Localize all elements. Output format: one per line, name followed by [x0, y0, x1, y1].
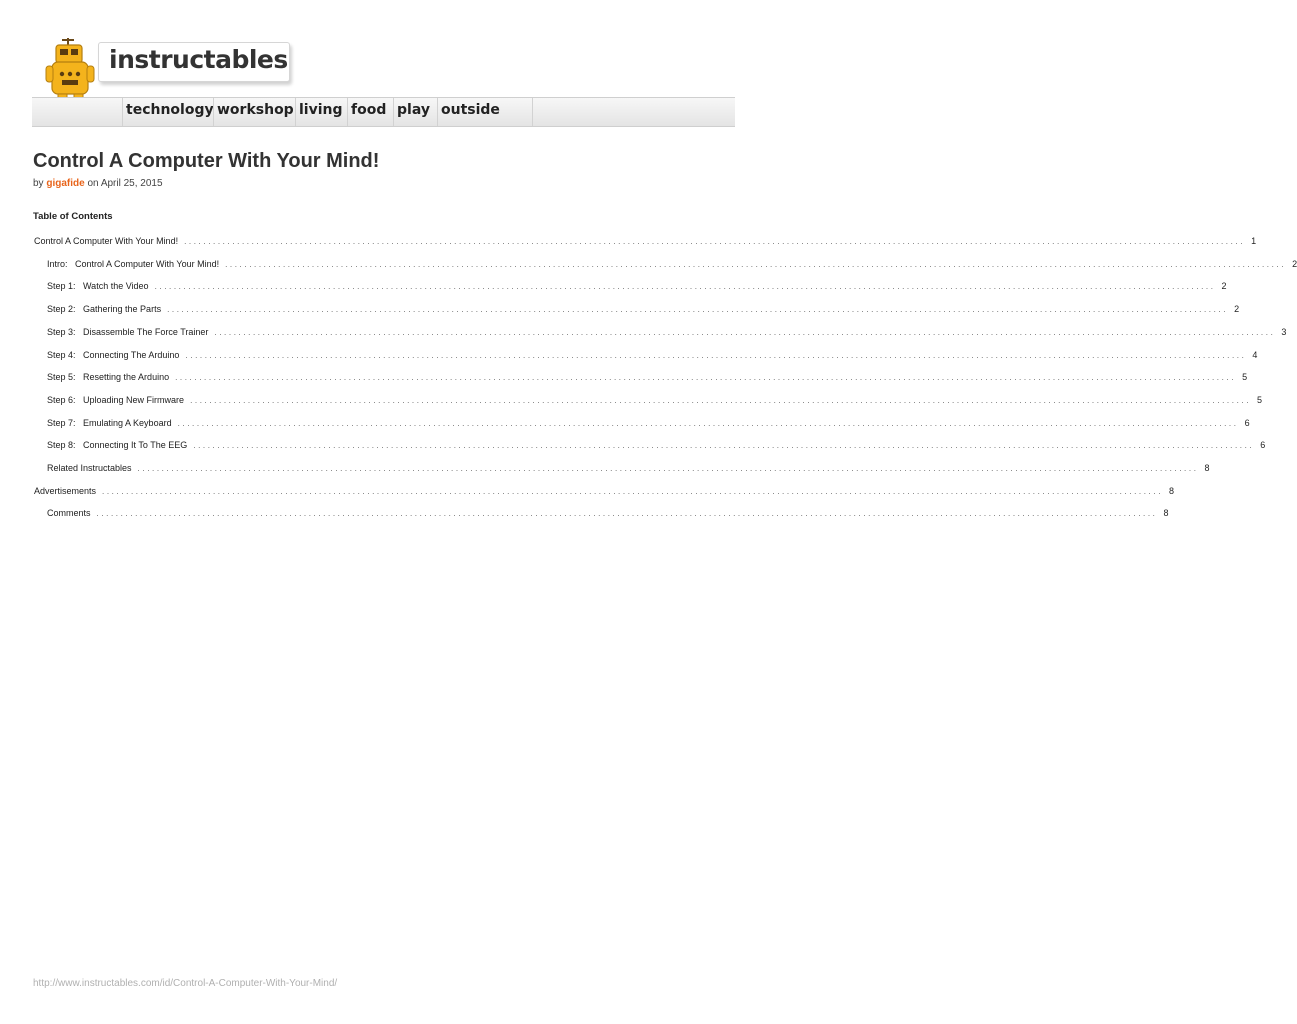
- site-header: [0, 0, 768, 130]
- nav-item-workshop[interactable]: workshop: [213, 98, 294, 126]
- toc-entry-label[interactable]: Step 7: Emulating A Keyboard: [47, 417, 172, 428]
- toc-leader-dots: ............................................................................................................................................................................................................................: [175, 373, 1237, 383]
- brand-name[interactable]: instructables: [109, 45, 288, 74]
- toc-entry-label[interactable]: Advertisements: [34, 485, 97, 496]
- toc-entry-page: 2: [1234, 304, 1240, 315]
- toc-entry-page: 4: [1252, 349, 1258, 360]
- toc-entry-page: 8: [1204, 463, 1210, 473]
- toc-entry-page: 1: [1251, 236, 1257, 246]
- toc-leader-dots: ............................................................................................................................................................................................................................: [225, 259, 1287, 269]
- toc-entry-label[interactable]: Step 3: Disassemble The Force Trainer: [47, 326, 209, 337]
- toc-entry-page: 5: [1242, 372, 1248, 383]
- toc-entry-label[interactable]: Control A Computer With Your Mind!: [34, 236, 179, 246]
- nav-item-living[interactable]: living: [295, 98, 343, 126]
- toc-entry-label[interactable]: Step 8: Connecting It To The EEG: [47, 440, 188, 451]
- toc-entry-page: 8: [1163, 508, 1169, 519]
- toc-leader-dots: ............................................................................................................................................................................................................................: [177, 418, 1239, 428]
- toc-entry-label[interactable]: Step 5: Resetting the Arduino: [47, 372, 170, 383]
- brand-logo[interactable]: [98, 42, 290, 82]
- toc-entry-page: 8: [1169, 485, 1175, 496]
- toc-entry[interactable]: [47, 508, 1169, 522]
- toc-leader-dots: ............................................................................................................................................................................................................................: [137, 464, 1199, 473]
- toc-entry-label[interactable]: Step 1: Watch the Video: [47, 281, 149, 292]
- document-title: Control A Computer With Your Mind!: [33, 150, 380, 172]
- toc-leader-dots: ............................................................................................................................................................................................................................: [102, 486, 1164, 496]
- nav-divider: [532, 98, 533, 126]
- toc-leader-dots: ............................................................................................................................................................................................................................: [167, 305, 1229, 315]
- toc-leader-dots: ............................................................................................................................................................................................................................: [96, 509, 1158, 519]
- toc-entry[interactable]: [47, 281, 1227, 295]
- toc-entry[interactable]: [34, 485, 1175, 500]
- nav-item-play[interactable]: play: [393, 98, 430, 126]
- publish-date: April 25, 2015: [100, 178, 163, 189]
- byline: [33, 178, 163, 189]
- toc-leader-dots: ............................................................................................................................................................................................................................: [184, 237, 1246, 246]
- toc-entry-label[interactable]: Step 4: Connecting The Arduino: [47, 349, 180, 360]
- toc-entry[interactable]: [34, 236, 1257, 250]
- category-nav: [32, 97, 735, 127]
- toc-entry-label[interactable]: Intro: Control A Computer With Your Mind!: [47, 258, 220, 269]
- toc-leader-dots: ............................................................................................................................................................................................................................: [154, 282, 1216, 292]
- footer-url[interactable]: http://www.instructables.com/id/Control-A-Computer-With-Your-Mind/: [33, 978, 338, 989]
- toc-entry[interactable]: [47, 394, 1263, 409]
- toc-leader-dots: ............................................................................................................................................................................................................................: [185, 350, 1247, 360]
- author-link[interactable]: gigafide: [46, 178, 85, 189]
- toc-entry-page: 2: [1221, 281, 1227, 292]
- nav-item-outside[interactable]: outside: [437, 98, 500, 126]
- toc-leader-dots: ............................................................................................................................................................................................................................: [214, 327, 1276, 337]
- date-prefix: on: [87, 178, 99, 189]
- toc-heading: Table of Contents: [33, 211, 113, 222]
- toc-entry[interactable]: [47, 349, 1258, 364]
- toc-entry-label[interactable]: Step 6: Uploading New Firmware: [47, 394, 185, 405]
- toc-leader-dots: ............................................................................................................................................................................................................................: [193, 441, 1255, 451]
- nav-item-food[interactable]: food: [347, 98, 386, 126]
- toc-entry-label[interactable]: Comments: [47, 508, 91, 519]
- toc-entry-page: 5: [1257, 394, 1263, 405]
- toc-entry[interactable]: [47, 463, 1210, 477]
- toc-entry[interactable]: [47, 440, 1266, 454]
- toc-leader-dots: ............................................................................................................................................................................................................................: [190, 395, 1252, 405]
- toc-entry-page: 3: [1281, 326, 1287, 337]
- toc-entry[interactable]: [47, 326, 1287, 341]
- toc-entry-label[interactable]: Step 2: Gathering the Parts: [47, 304, 162, 315]
- toc-entry-page: 6: [1244, 417, 1250, 428]
- toc-entry-page: 6: [1260, 440, 1266, 451]
- toc-entry[interactable]: [47, 417, 1250, 432]
- toc-entry[interactable]: [47, 372, 1248, 386]
- nav-item-technology[interactable]: technology: [122, 98, 214, 126]
- toc-entry-label[interactable]: Related Instructables: [47, 463, 132, 473]
- toc-entry[interactable]: [47, 304, 1240, 318]
- toc-entry-page: 2: [1292, 258, 1297, 269]
- byline-prefix: by: [33, 178, 44, 189]
- toc-entry[interactable]: [47, 258, 1297, 273]
